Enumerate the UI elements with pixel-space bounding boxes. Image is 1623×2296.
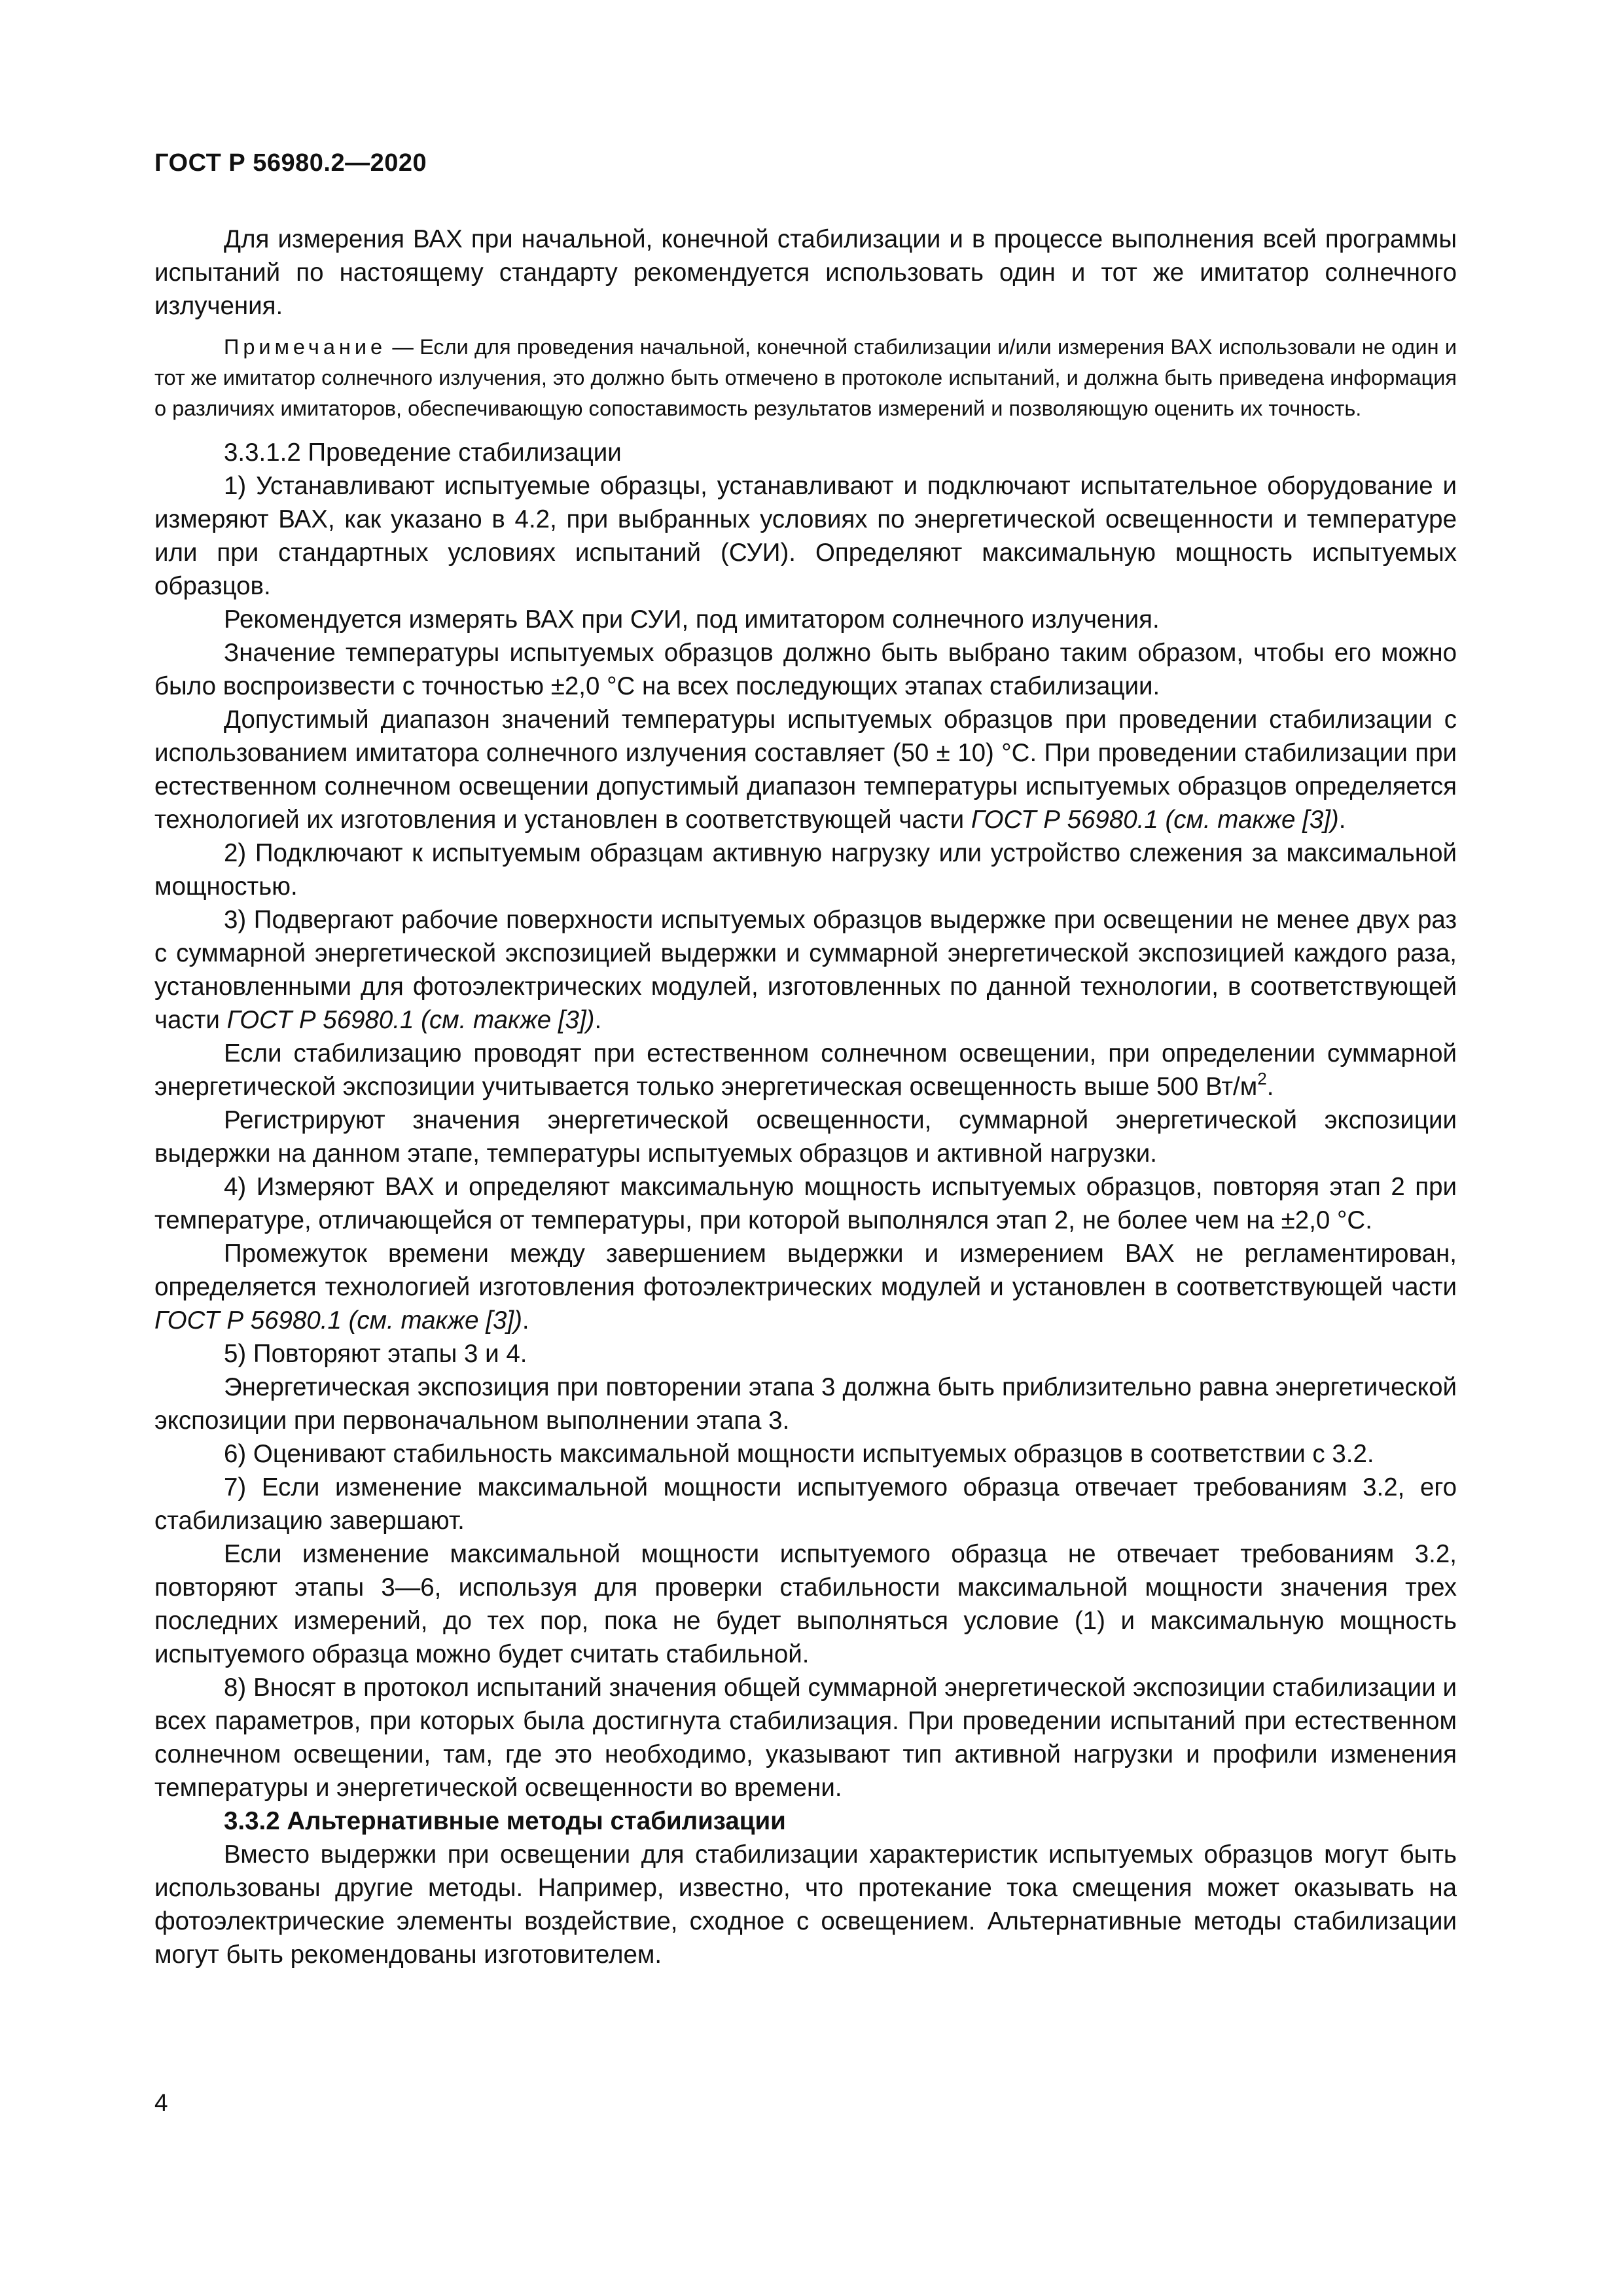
step-1-range-text: Допустимый диапазон значений температуры испытуемых образцов при проведении стабилизации с использованием имитатора солнечного излучения составляет (50 ± 10) °С. При проведении стабилизации при естественном солнечном освещении допустимый диапазон температуры испытуемых образцов определяется технологией их изготовления и установлен в соответствующей части: [154, 706, 1457, 834]
step-4-interval-text: Промежуток времени между завершением выдержки и измерением ВАХ не регламентирован, определяется технологией изготовления фотоэлектрических модулей и установлен в соответствующей части: [154, 1240, 1457, 1301]
step-8: 8) Вносят в протокол испытаний значения общей суммарной энергетической экспозиции стабилизации и всех параметров, при которых была достигнута стабилизация. При проведении испытаний при естественном солнечном освещении, там, где это необходимо, указывают тип активной нагрузки и профили изменения температуры и энергетической освещенности во времени.: [154, 1674, 1457, 1802]
section-3-3-2-title: 3.3.2 Альтернативные методы стабилизации: [224, 1807, 786, 1835]
step-4-interval: [154, 1237, 1457, 1337]
intro-paragraph: Для измерения ВАХ при начальной, конечной стабилизации и в процессе выполнения всей программы испытаний по настоящему стандарту рекомендуется использовать один и тот же имитатор солнечного излучения.: [154, 225, 1457, 320]
subsection-title: 3.3.1.2 Проведение стабилизации: [224, 439, 622, 467]
step-1-range-end: .: [1338, 806, 1346, 834]
standard-code-header: ГОСТ Р 56980.2—2020: [154, 149, 427, 177]
step-1-temperature-range: [154, 703, 1457, 836]
step-3: [154, 903, 1457, 1037]
page-body: [154, 223, 1457, 1971]
step-1-recommendation: Рекомендуется измерять ВАХ при СУИ, под имитатором солнечного излучения.: [224, 605, 1160, 634]
note-text: — Если для проведения начальной, конечной стабилизации и/или измерения ВАХ использовали не один и тот же имитатор солнечного излучения, это должно быть отмечено в протоколе испытаний, и должна быть приведена информация о различиях имитаторов, обеспечивающую сопоставимость результатов измерений и позволяющую оценить их точность.: [154, 335, 1457, 420]
step-2: 2) Подключают к испытуемым образцам активную нагрузку или устройство слежения за максимальной мощностью.: [154, 839, 1457, 901]
note-label: Примечание: [224, 335, 387, 359]
step-7-repeat: Если изменение максимальной мощности испытуемого образца не отвечает требованиям 3.2, повторяют этапы 3—6, используя для проверки стабильности максимальной мощности значения трех последних измерений, до тех пор, пока не будет выполняться условие (1) и максимальную мощность испытуемого образца можно будет считать стабильной.: [154, 1540, 1457, 1668]
step-5-exposure: Энергетическая экспозиция при повторении этапа 3 должна быть приблизительно равна энергетической экспозиции при первоначальном выполнении этапа 3.: [154, 1373, 1457, 1435]
step-3-natural-end: .: [1266, 1073, 1274, 1101]
unit-superscript: 2: [1257, 1069, 1267, 1089]
step-1-temperature: Значение температуры испытуемых образцов должно быть выбрано таким образом, чтобы его можно было воспроизвести с точностью ±2,0 °С на всех последующих этапах стабилизации.: [154, 639, 1457, 700]
step-3-natural-light: [154, 1037, 1457, 1103]
step-3-end: .: [594, 1006, 602, 1034]
step-1-gost-reference: ГОСТ Р 56980.1 (см. также [3]): [971, 806, 1339, 834]
note-paragraph: [154, 332, 1457, 424]
section-3-3-2-text: Вместо выдержки при освещении для стабилизации характеристик испытуемых образцов могут быть использованы другие методы. Например, известно, что протекание тока смещения может оказывать на фотоэлектрические элементы воздействие, сходное с освещением. Альтернативные методы стабилизации могут быть рекомендованы изготовителем.: [154, 1840, 1457, 1969]
step-4-interval-end: .: [522, 1306, 529, 1335]
step-3-natural-text: Если стабилизацию проводят при естественном солнечном освещении, при определении суммарной энергетической экспозиции учитывается только энергетическая освещенность выше 500 Вт/м: [154, 1039, 1457, 1101]
page-number: 4: [154, 2089, 168, 2116]
step-4: 4) Измеряют ВАХ и определяют максимальную мощность испытуемых образцов, повторяя этап 2 при температуре, отличающейся от температуры, при которой выполнялся этап 2, не более чем на ±2,0 °С.: [154, 1173, 1457, 1234]
step-1: 1) Устанавливают испытуемые образцы, устанавливают и подключают испытательное оборудование и измеряют ВАХ, как указано в 4.2, при выбранных условиях по энергетической освещенности и температуре или при стандартных условиях испытаний (СУИ). Определяют максимальную мощность испытуемых образцов.: [154, 472, 1457, 600]
step-3-gost-reference: ГОСТ Р 56980.1 (см. также [3]): [226, 1006, 595, 1034]
step-3-registration: Регистрируют значения энергетической освещенности, суммарной энергетической экспозиции выдержки на данном этапе, температуры испытуемых образцов и активной нагрузки.: [154, 1106, 1457, 1168]
step-7: 7) Если изменение максимальной мощности испытуемого образца отвечает требованиям 3.2, его стабилизацию завершают.: [154, 1473, 1457, 1535]
step-5: 5) Повторяют этапы 3 и 4.: [224, 1340, 527, 1368]
step-6: 6) Оценивают стабильность максимальной мощности испытуемых образцов в соответствии с 3.2.: [224, 1440, 1374, 1468]
step-3-text: 3) Подвергают рабочие поверхности испытуемых образцов выдержке при освещении не менее двух раз с суммарной энергетической экспозицией выдержки и суммарной энергетической экспозицией каждого раза, установленными для фотоэлектрических модулей, изготовленных по данной технологии, в соответствующей части: [154, 906, 1457, 1034]
step-4-gost-reference: ГОСТ Р 56980.1 (см. также [3]): [154, 1306, 522, 1335]
